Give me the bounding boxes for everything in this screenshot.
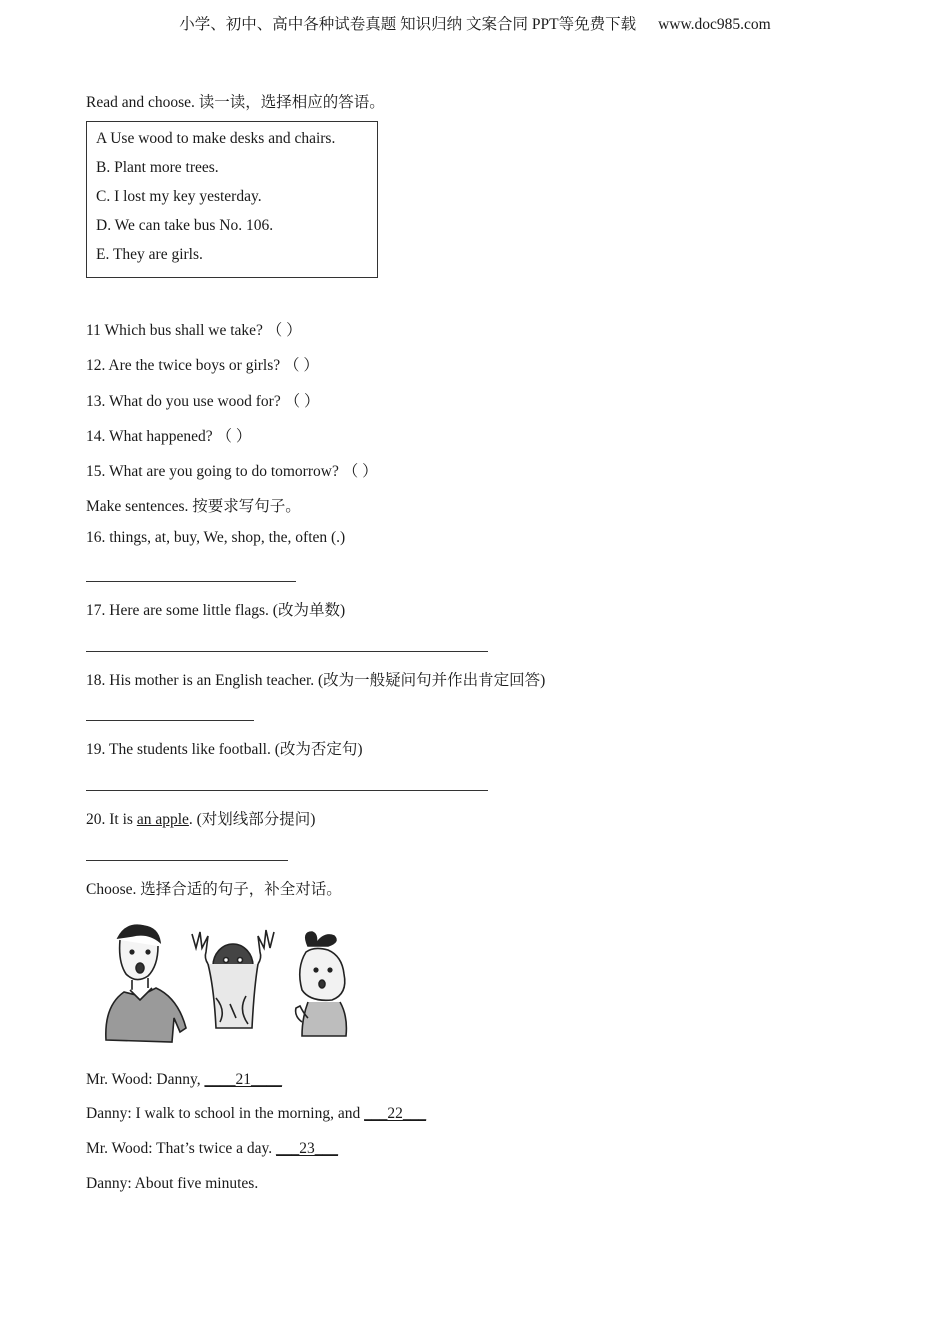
dialog-text-1: Mr. Wood: Danny, xyxy=(86,1071,205,1088)
header-text: 小学、初中、高中各种试卷真题 知识归纳 文案合同 PPT等免费下载 xyxy=(179,16,637,33)
dialog-line-2 xyxy=(86,1105,426,1123)
blank-21[interactable]: ____21____ xyxy=(204,1071,282,1088)
boy-waving-figure xyxy=(192,930,274,1028)
option-a: A Use wood to make desks and chairs. xyxy=(96,130,336,147)
question-12: 12. Are the twice boys or girls? （ ） xyxy=(86,357,319,374)
dialog-text-4: Danny: About five minutes. xyxy=(86,1175,259,1192)
characters-illustration xyxy=(96,918,376,1050)
dialog-line-1 xyxy=(86,1071,282,1089)
page-header xyxy=(0,12,950,34)
option-c: C. I lost my key yesterday. xyxy=(96,188,262,205)
q20-suffix: . (对划线部分提问) xyxy=(188,811,316,828)
option-e: E. They are girls. xyxy=(96,246,203,263)
blank-23[interactable]: ___23___ xyxy=(276,1140,339,1157)
question-13: 13. What do you use wood for? （ ） xyxy=(86,393,320,410)
option-d: D. We can take bus No. 106. xyxy=(96,217,274,234)
options-box xyxy=(86,121,378,278)
man-figure xyxy=(106,925,186,1042)
question-17: 17. Here are some little flags. (改为单数) xyxy=(86,602,346,619)
answer-line-19[interactable] xyxy=(86,790,488,791)
girl-figure xyxy=(296,932,347,1036)
question-19: 19. The students like football. (改为否定句) xyxy=(86,741,363,758)
question-16: 16. things, at, buy, We, shop, the, often (.) xyxy=(86,529,346,546)
dialog-text-3: Mr. Wood: That’s twice a day. xyxy=(86,1140,277,1157)
section1-title: Read and choose. 读一读，选择相应的答语。 xyxy=(86,94,385,111)
answer-line-17[interactable] xyxy=(86,651,488,652)
section3-title: Choose. 选择合适的句子，补全对话。 xyxy=(86,881,342,898)
question-15: 15. What are you going to do tomorrow? （ ） xyxy=(86,463,378,480)
option-b: B. Plant more trees. xyxy=(96,159,219,176)
section2-title: Make sentences. 按要求写句子。 xyxy=(86,498,301,515)
answer-line-18[interactable] xyxy=(86,720,254,721)
dialog-line-3 xyxy=(86,1140,338,1158)
answer-line-16[interactable] xyxy=(86,581,296,582)
q20-underlined: an apple xyxy=(136,811,189,828)
answer-line-20[interactable] xyxy=(86,860,288,861)
q20-prefix: 20. It is xyxy=(86,811,137,828)
question-20 xyxy=(86,807,315,829)
dialog-line-4 xyxy=(86,1175,258,1193)
question-14: 14. What happened? （ ） xyxy=(86,428,252,445)
blank-22[interactable]: ___22___ xyxy=(364,1105,427,1122)
header-site[interactable]: www.doc985.com xyxy=(658,16,771,33)
dialog-text-2: Danny: I walk to school in the morning, and xyxy=(86,1105,365,1122)
question-11: 11 Which bus shall we take? （ ） xyxy=(86,322,302,339)
question-18: 18. His mother is an English teacher. (改为一般疑问句并作出肯定回答) xyxy=(86,672,546,689)
